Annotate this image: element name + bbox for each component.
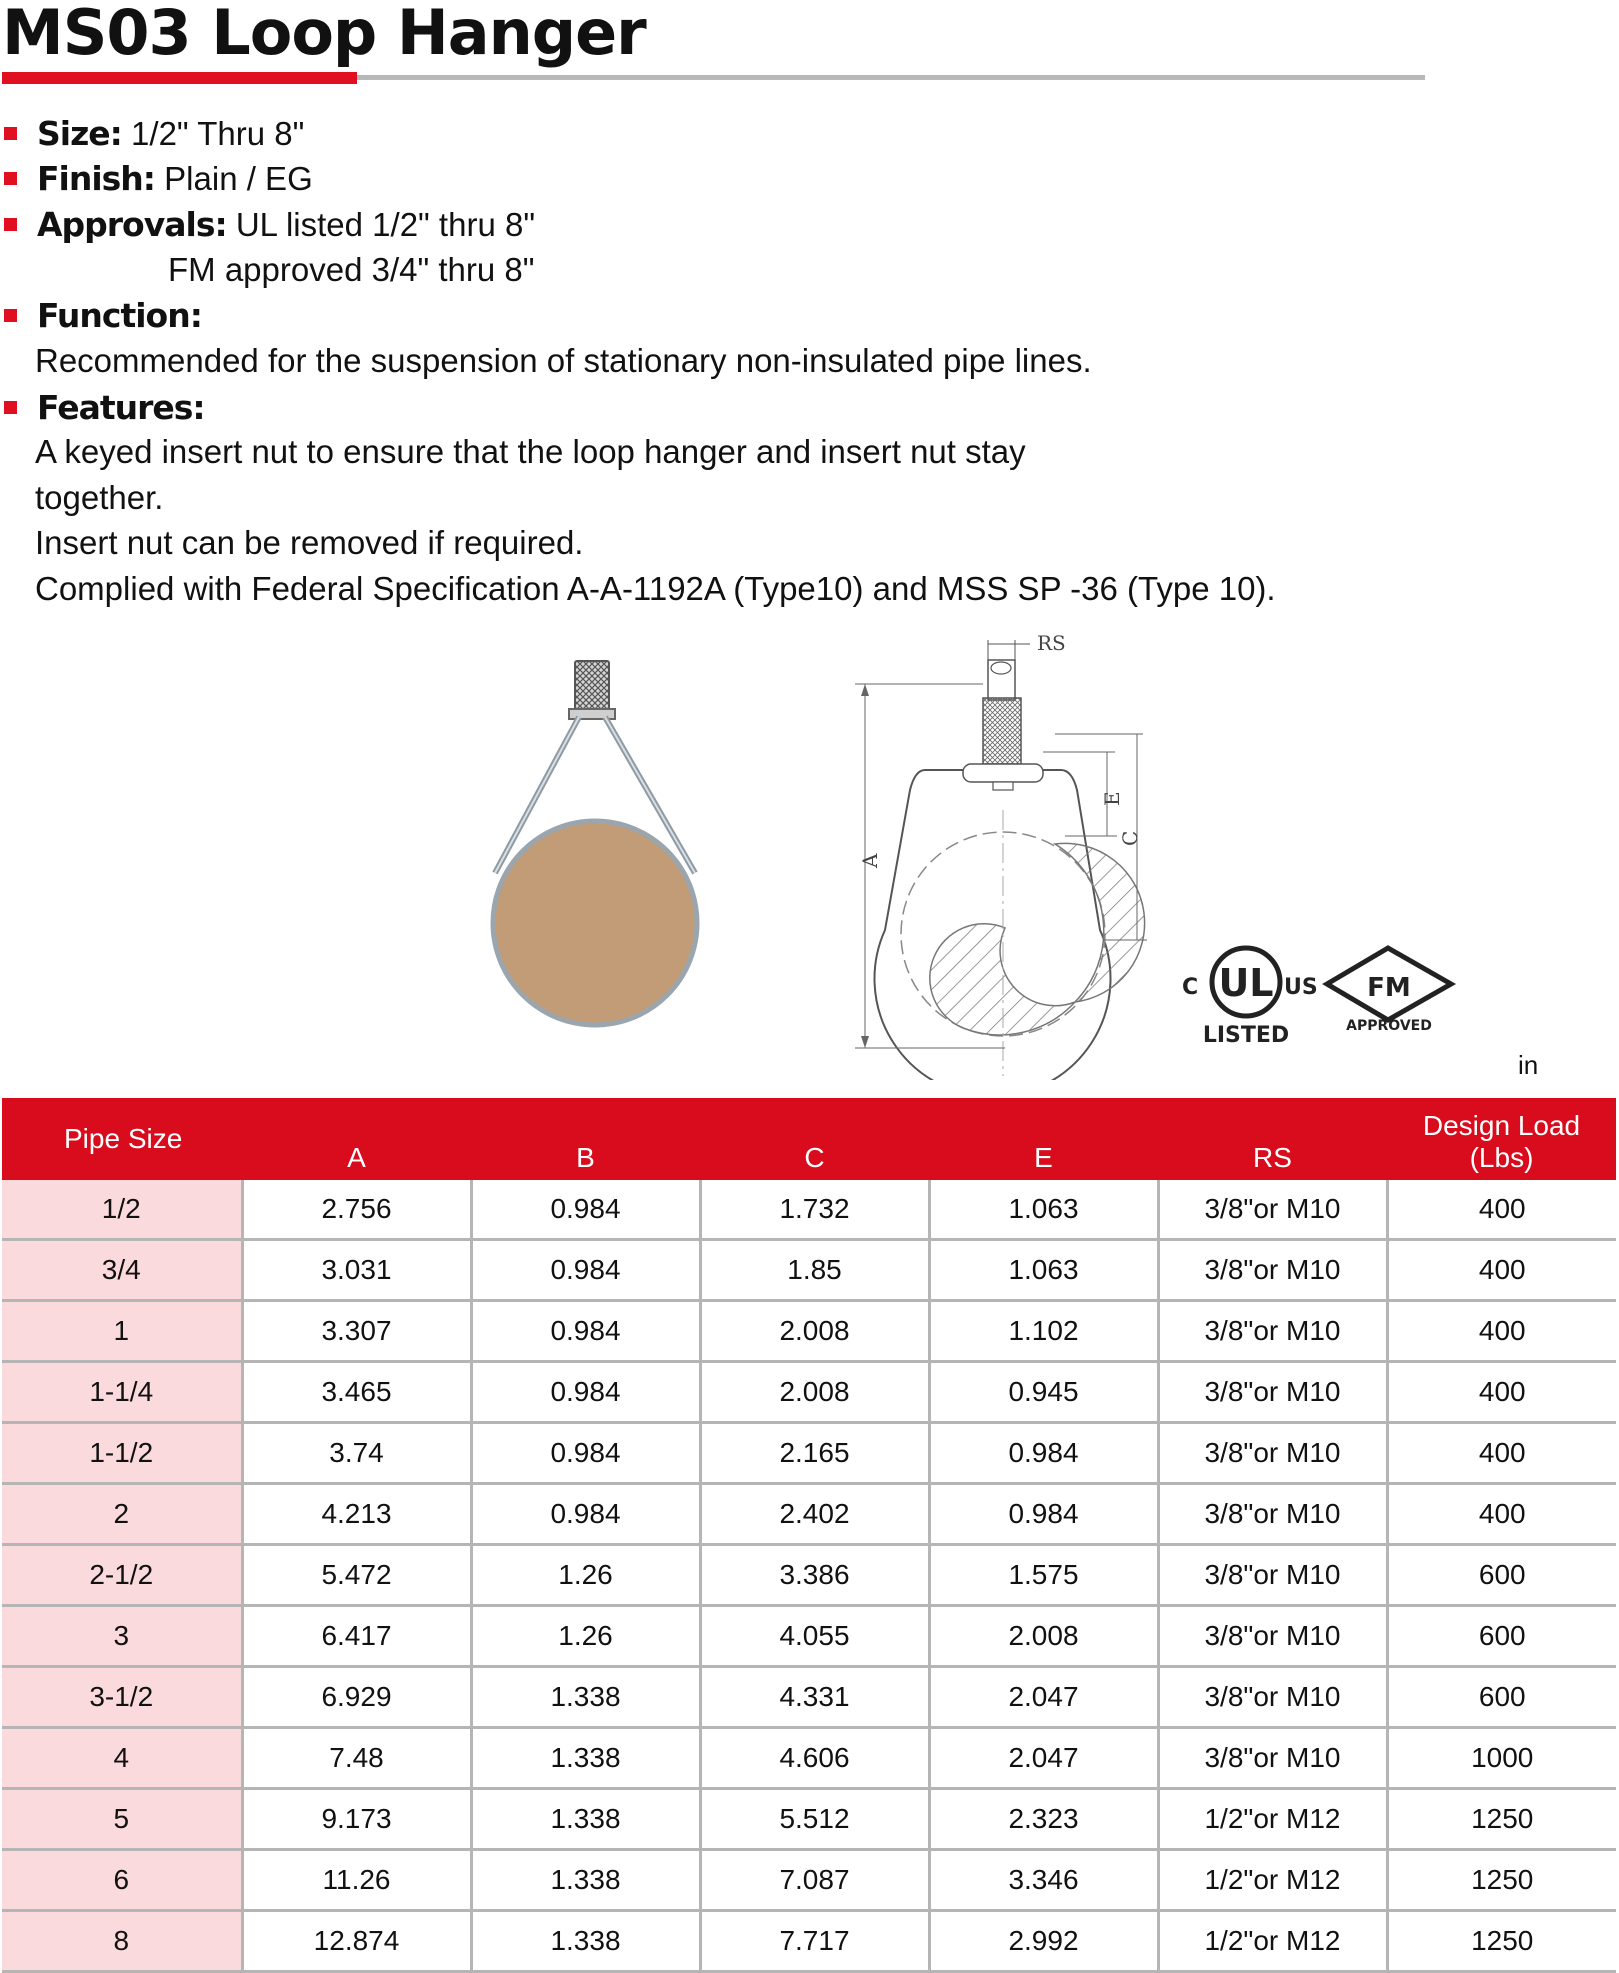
header-design-load-line1: Design Load	[1422, 1110, 1581, 1141]
spec-size	[0, 114, 304, 153]
spec-size-label: Size:	[37, 114, 122, 153]
spec-size-value: 1/2" Thru 8"	[131, 115, 305, 152]
cell-e: 1.102	[929, 1301, 1158, 1362]
cell-c: 7.717	[700, 1911, 929, 1972]
cell-a: 11.26	[242, 1850, 471, 1911]
header-rs: RS	[1158, 1098, 1387, 1180]
product-photo	[475, 655, 745, 1035]
table-row	[2, 1728, 1616, 1789]
svg-text:LISTED: LISTED	[1202, 1023, 1290, 1048]
page-title: MS03 Loop Hanger	[2, 0, 646, 69]
spec-features-label: Features:	[37, 388, 205, 427]
cell-rs: 1/2"or M12	[1158, 1911, 1387, 1972]
cell-design-load: 400	[1387, 1484, 1616, 1545]
bullet-icon	[4, 172, 17, 185]
header-b: B	[471, 1098, 700, 1180]
table-row	[2, 1301, 1616, 1362]
fm-approved-logo	[1327, 948, 1451, 1034]
cell-rs: 3/8"or M10	[1158, 1423, 1387, 1484]
cell-design-load: 400	[1387, 1180, 1616, 1240]
features-line: A keyed insert nut to ensure that the loop hanger and insert nut stay	[35, 433, 1026, 470]
technical-drawing	[855, 630, 1185, 1080]
certification-logos	[1180, 930, 1460, 1050]
cell-b: 0.984	[471, 1362, 700, 1423]
cell-pipe-size: 1	[2, 1301, 242, 1362]
spec-approvals-label: Approvals:	[37, 205, 227, 244]
cell-c: 4.331	[700, 1667, 929, 1728]
cell-a: 6.417	[242, 1606, 471, 1667]
header-design-load	[1387, 1098, 1616, 1180]
cell-c: 2.008	[700, 1301, 929, 1362]
cell-b: 0.984	[471, 1423, 700, 1484]
cell-a: 3.465	[242, 1362, 471, 1423]
cell-a: 4.213	[242, 1484, 471, 1545]
cell-pipe-size: 5	[2, 1789, 242, 1850]
cell-b: 0.984	[471, 1301, 700, 1362]
cell-c: 4.606	[700, 1728, 929, 1789]
dim-label-rs: RS	[1037, 631, 1066, 655]
bullet-icon	[4, 309, 17, 322]
cell-e: 2.992	[929, 1911, 1158, 1972]
cell-pipe-size: 3-1/2	[2, 1667, 242, 1728]
spec-approvals-line1: UL listed 1/2" thru 8"	[235, 206, 536, 243]
cell-rs: 3/8"or M10	[1158, 1362, 1387, 1423]
cell-pipe-size: 3/4	[2, 1240, 242, 1301]
cell-a: 3.031	[242, 1240, 471, 1301]
cell-c: 3.386	[700, 1545, 929, 1606]
features-line: Insert nut can be removed if required.	[35, 524, 584, 561]
dim-label-c: C	[1118, 830, 1142, 846]
cell-a: 3.307	[242, 1301, 471, 1362]
cell-b: 1.26	[471, 1545, 700, 1606]
header-design-load-line2: (Lbs)	[1469, 1142, 1534, 1173]
cell-c: 7.087	[700, 1850, 929, 1911]
title-rule-red	[2, 72, 357, 84]
table-row	[2, 1911, 1616, 1972]
cell-design-load: 400	[1387, 1240, 1616, 1301]
cell-a: 3.74	[242, 1423, 471, 1484]
table-header-row	[2, 1098, 1616, 1180]
svg-text:FM: FM	[1367, 973, 1411, 1003]
features-line: together.	[35, 479, 164, 516]
header-pipe-size: Pipe Size	[2, 1098, 242, 1180]
cell-e: 1.575	[929, 1545, 1158, 1606]
cell-e: 1.063	[929, 1240, 1158, 1301]
spec-function	[0, 296, 202, 335]
dim-label-e: E	[1100, 791, 1124, 806]
dim-label-a: A	[858, 853, 882, 868]
cell-rs: 3/8"or M10	[1158, 1545, 1387, 1606]
cell-rs: 3/8"or M10	[1158, 1667, 1387, 1728]
table-row	[2, 1789, 1616, 1850]
spec-function-text: Recommended for the suspension of stationary non-insulated pipe lines.	[35, 342, 1092, 379]
cell-b: 1.338	[471, 1728, 700, 1789]
table-row	[2, 1362, 1616, 1423]
spec-function-label: Function:	[37, 296, 202, 335]
cell-a: 12.874	[242, 1911, 471, 1972]
cell-c: 5.512	[700, 1789, 929, 1850]
cell-e: 0.945	[929, 1362, 1158, 1423]
svg-text:APPROVED: APPROVED	[1346, 1018, 1432, 1034]
cell-e: 2.047	[929, 1728, 1158, 1789]
cell-c: 2.008	[700, 1362, 929, 1423]
title-rule-gray	[357, 75, 1425, 80]
bullet-icon	[4, 127, 17, 140]
cell-rs: 3/8"or M10	[1158, 1301, 1387, 1362]
cell-design-load: 400	[1387, 1301, 1616, 1362]
bullet-icon	[4, 401, 17, 414]
cell-c: 2.165	[700, 1423, 929, 1484]
cell-pipe-size: 8	[2, 1911, 242, 1972]
cell-rs: 3/8"or M10	[1158, 1606, 1387, 1667]
cell-rs: 3/8"or M10	[1158, 1240, 1387, 1301]
cell-design-load: 400	[1387, 1362, 1616, 1423]
cell-c: 1.85	[700, 1240, 929, 1301]
cell-e: 2.047	[929, 1667, 1158, 1728]
cell-b: 1.338	[471, 1789, 700, 1850]
header-c: C	[700, 1098, 929, 1180]
spec-approvals	[0, 205, 535, 244]
cell-rs: 3/8"or M10	[1158, 1180, 1387, 1240]
cell-b: 0.984	[471, 1240, 700, 1301]
cell-pipe-size: 1-1/2	[2, 1423, 242, 1484]
cell-design-load: 600	[1387, 1667, 1616, 1728]
table-row	[2, 1240, 1616, 1301]
cell-pipe-size: 6	[2, 1850, 242, 1911]
cell-e: 2.323	[929, 1789, 1158, 1850]
cell-rs: 3/8"or M10	[1158, 1728, 1387, 1789]
ul-listed-logo	[1182, 948, 1318, 1048]
cell-a: 6.929	[242, 1667, 471, 1728]
cell-b: 1.338	[471, 1911, 700, 1972]
spec-finish-value: Plain / EG	[164, 160, 313, 197]
table-row	[2, 1180, 1616, 1240]
cell-e: 0.984	[929, 1423, 1158, 1484]
cell-c: 4.055	[700, 1606, 929, 1667]
table-row	[2, 1484, 1616, 1545]
cell-b: 1.338	[471, 1850, 700, 1911]
cell-design-load: 1250	[1387, 1850, 1616, 1911]
header-e: E	[929, 1098, 1158, 1180]
cell-design-load: 600	[1387, 1545, 1616, 1606]
cell-c: 1.732	[700, 1180, 929, 1240]
features-line: Complied with Federal Specification A-A-1192A (Type10) and MSS SP -36 (Type 10).	[35, 570, 1276, 607]
cell-rs: 3/8"or M10	[1158, 1484, 1387, 1545]
cell-design-load: 400	[1387, 1423, 1616, 1484]
cell-design-load: 600	[1387, 1606, 1616, 1667]
cell-a: 7.48	[242, 1728, 471, 1789]
table-row	[2, 1545, 1616, 1606]
svg-text:C: C	[1182, 975, 1199, 1000]
cell-pipe-size: 2-1/2	[2, 1545, 242, 1606]
cell-design-load: 1000	[1387, 1728, 1616, 1789]
spec-features	[0, 388, 205, 427]
table-body	[2, 1180, 1616, 1972]
cell-a: 5.472	[242, 1545, 471, 1606]
cell-design-load: 1250	[1387, 1911, 1616, 1972]
cell-pipe-size: 1-1/4	[2, 1362, 242, 1423]
bullet-icon	[4, 218, 17, 231]
svg-text:US: US	[1284, 975, 1318, 1000]
cell-pipe-size: 3	[2, 1606, 242, 1667]
cell-e: 0.984	[929, 1484, 1158, 1545]
cell-pipe-size: 2	[2, 1484, 242, 1545]
cell-e: 1.063	[929, 1180, 1158, 1240]
cell-a: 9.173	[242, 1789, 471, 1850]
cell-design-load: 1250	[1387, 1789, 1616, 1850]
cell-b: 1.26	[471, 1606, 700, 1667]
header-a: A	[242, 1098, 471, 1180]
cell-e: 3.346	[929, 1850, 1158, 1911]
cell-rs: 1/2"or M12	[1158, 1850, 1387, 1911]
cell-pipe-size: 4	[2, 1728, 242, 1789]
cell-b: 0.984	[471, 1484, 700, 1545]
spec-approvals-line2: FM approved 3/4" thru 8"	[168, 251, 535, 288]
cell-rs: 1/2"or M12	[1158, 1789, 1387, 1850]
spec-finish-label: Finish:	[37, 159, 155, 198]
spec-finish	[0, 159, 313, 198]
dimension-table	[2, 1098, 1616, 1973]
cell-a: 2.756	[242, 1180, 471, 1240]
cell-b: 0.984	[471, 1180, 700, 1240]
cell-e: 2.008	[929, 1606, 1158, 1667]
cell-pipe-size: 1/2	[2, 1180, 242, 1240]
unit-label: in	[1518, 1050, 1539, 1080]
table-row	[2, 1606, 1616, 1667]
table-row	[2, 1423, 1616, 1484]
cell-b: 1.338	[471, 1667, 700, 1728]
table-row	[2, 1850, 1616, 1911]
svg-text:UL: UL	[1218, 961, 1274, 1005]
cell-c: 2.402	[700, 1484, 929, 1545]
table-row	[2, 1667, 1616, 1728]
